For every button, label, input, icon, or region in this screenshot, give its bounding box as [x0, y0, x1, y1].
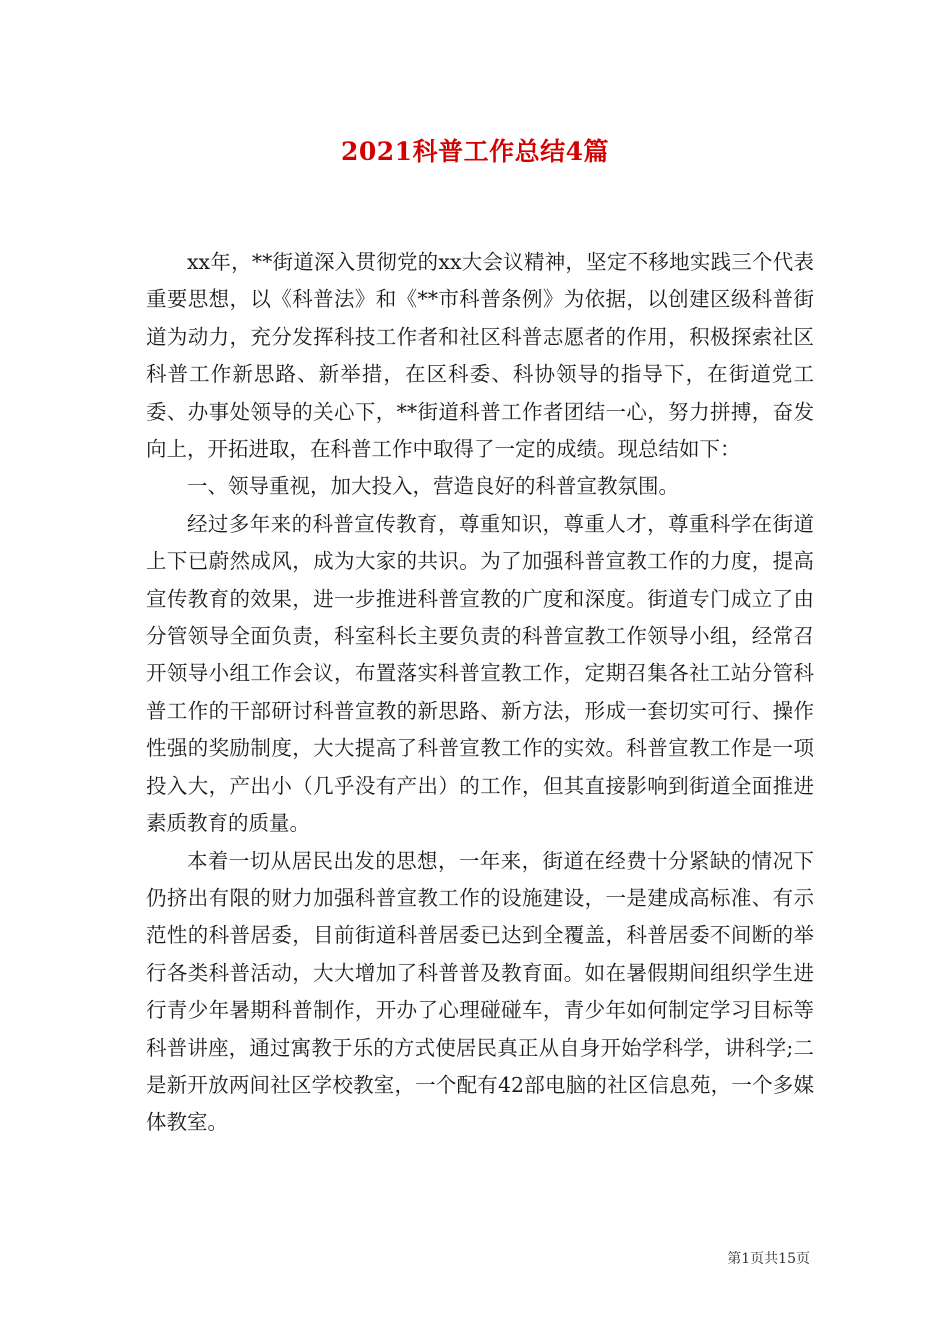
page-number-footer: 第1页共15页	[727, 1251, 810, 1267]
paragraph-heading-1: 一、领导重视，加大投入，营造良好的科普宣教氛围。	[187, 474, 679, 499]
paragraph-2: 经过多年来的科普宣传教育，尊重知识，尊重人才，尊重科学在街道上下已蔚然成风，成为大家的共识。为了加强科普宣教工作的力度，提高宣传教育的效果，进一步推进科普宣教的广度和深度。街道专门成立了由分管领导全面负责，科室科长主要负责的科普宣教工作领导小组，经常召开领导小组工作会议，布置落实科普宣教工作，定期召集各社工站分管科普工作的干部研讨科普宣教的新思路、新方法，形成一套切实可行、操作性强的奖励制度，大大提高了科普宣教工作的实效。科普宣教工作是一项投入大，产出小（几乎没有产出）的工作，但其直接影响到街道全面推进素质教育的质量。	[146, 511, 814, 836]
document-title: 2021科普工作总结4篇	[341, 137, 609, 166]
paragraph-intro: xx年，**街道深入贯彻党的xx大会议精神，坚定不移地实践三个代表重要思想，以《科普法》和《**市科普条例》为依据，以创建区级科普街道为动力，充分发挥科技工作者和社区科普志愿者的作用，积极探索社区科普工作新思路、新举措，在区科委、科协领导的指导下，在街道党工委、办事处领导的关心下，**街道科普工作者团结一心，努力拼搏，奋发向上，开拓进取，在科普工作中取得了一定的成绩。现总结如下：	[146, 250, 814, 462]
document-body	[146, 244, 814, 1142]
paragraph-3: 本着一切从居民出发的思想，一年来，街道在经费十分紧缺的情况下仍挤出有限的财力加强科普宣教工作的设施建设，一是建成高标准、有示范性的科普居委，目前街道科普居委已达到全覆盖，科普居委不间断的举行各类科普活动，大大增加了科普普及教育面。如在暑假期间组织学生进行青少年暑期科普制作，开办了心理碰碰车，青少年如何制定学习目标等科普讲座，通过寓教于乐的方式使居民真正从自身开始学科学，讲科学;二是新开放两间社区学校教室，一个配有42部电脑的社区信息苑，一个多媒体教室。	[146, 848, 814, 1135]
